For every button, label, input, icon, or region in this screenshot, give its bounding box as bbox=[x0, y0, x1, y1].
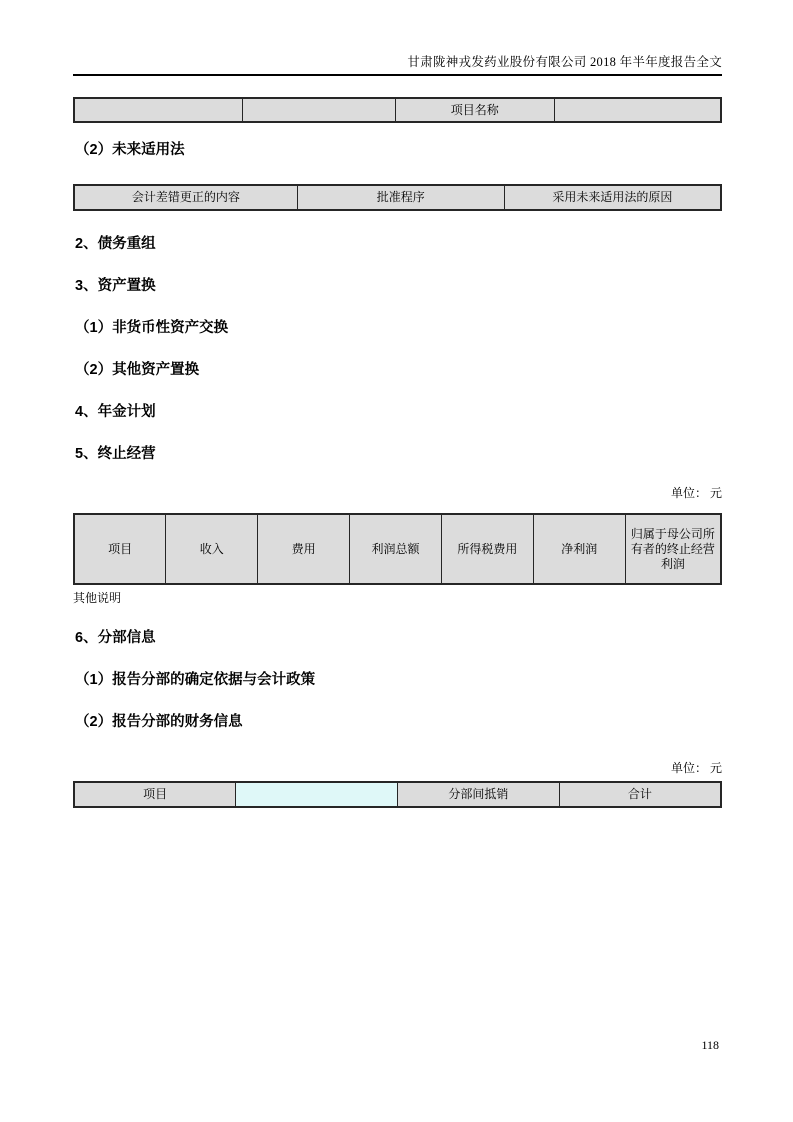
discontinued-operation-table bbox=[73, 513, 722, 585]
table-cell-total-profit: 利润总额 bbox=[350, 514, 442, 584]
segment-table bbox=[73, 781, 722, 808]
table-cell-intersegment-elimination: 分部间抵销 bbox=[398, 782, 560, 807]
table-cell-item-name: 项目名称 bbox=[396, 98, 555, 122]
heading-future-method: （2）未来适用法 bbox=[75, 142, 185, 158]
heading-annuity-plan: 4、年金计划 bbox=[75, 404, 156, 420]
heading-other-asset-swap: （2）其他资产置换 bbox=[75, 362, 200, 378]
table-cell-blank-highlight bbox=[236, 782, 398, 807]
table-cell-parent-profit: 归属于母公司所有者的终止经营利润 bbox=[625, 514, 721, 584]
heading-segment-financial: （2）报告分部的财务信息 bbox=[75, 714, 243, 730]
heading-discontinued-operation: 5、终止经营 bbox=[75, 446, 156, 462]
table-cell-total: 合计 bbox=[559, 782, 721, 807]
table-row bbox=[74, 514, 721, 584]
table-cell-correction-content: 会计差错更正的内容 bbox=[74, 185, 297, 210]
header-rule bbox=[73, 74, 722, 76]
unit-label: 单位： 元 bbox=[670, 761, 722, 775]
heading-asset-swap: 3、资产置换 bbox=[75, 278, 156, 294]
table-row bbox=[74, 782, 721, 807]
heading-segment-info: 6、分部信息 bbox=[75, 630, 156, 646]
page-number: 118 bbox=[701, 1038, 719, 1052]
table-row bbox=[74, 98, 721, 122]
future-method-table bbox=[73, 184, 722, 211]
table-cell-approval-procedure: 批准程序 bbox=[297, 185, 504, 210]
table-cell-empty bbox=[74, 98, 242, 122]
table-cell-income-tax: 所得税费用 bbox=[441, 514, 533, 584]
heading-non-monetary-swap: （1）非货币性资产交换 bbox=[75, 320, 229, 336]
table-row bbox=[74, 185, 721, 210]
unit-label: 单位： 元 bbox=[670, 486, 722, 500]
table-cell-empty bbox=[242, 98, 395, 122]
heading-segment-basis: （1）报告分部的确定依据与会计政策 bbox=[75, 672, 316, 688]
table-cell-reason: 采用未来适用法的原因 bbox=[504, 185, 721, 210]
table-cell-net-profit: 净利润 bbox=[533, 514, 625, 584]
table-cell-item: 项目 bbox=[74, 514, 166, 584]
table-cell-income: 收入 bbox=[166, 514, 258, 584]
document-header-title: 甘肃陇神戎发药业股份有限公司 2018 年半年度报告全文 bbox=[407, 55, 722, 69]
heading-debt-restructuring: 2、债务重组 bbox=[75, 236, 156, 252]
table-cell-item: 项目 bbox=[74, 782, 236, 807]
other-note-text: 其他说明 bbox=[73, 591, 122, 605]
item-name-table bbox=[73, 97, 722, 123]
table-cell-expense: 费用 bbox=[258, 514, 350, 584]
table-cell-empty bbox=[554, 98, 721, 122]
